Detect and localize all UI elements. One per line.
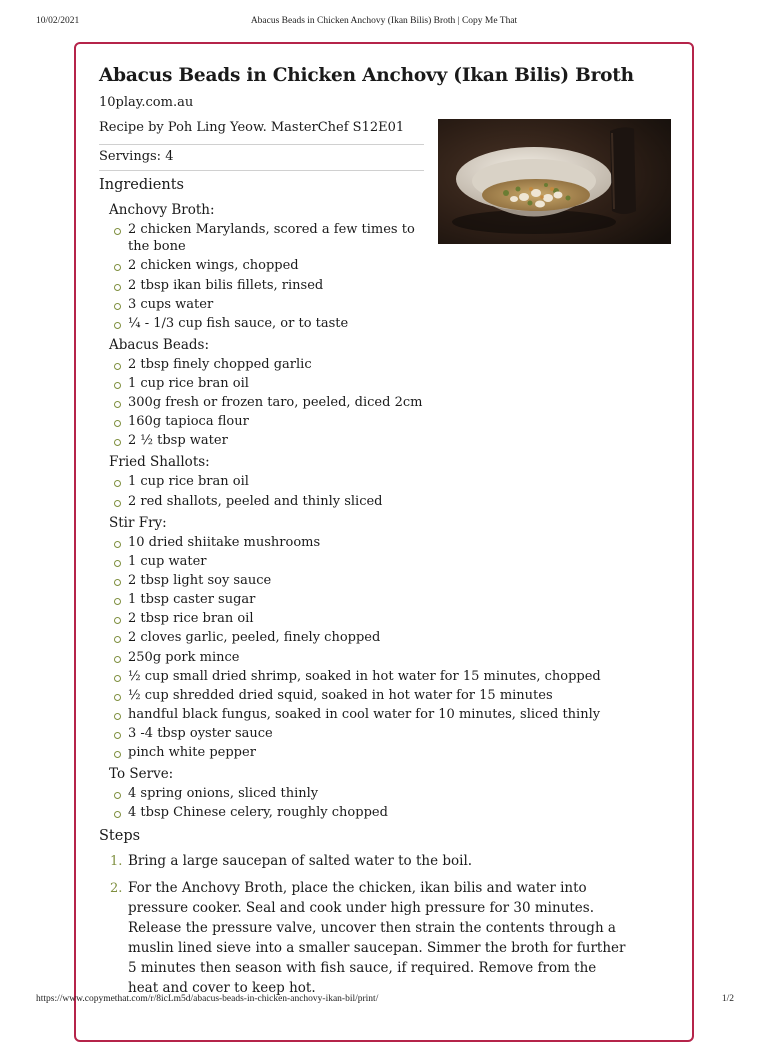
ingredient-item: ½ cup small dried shrimp, soaked in hot water for 15 minutes, chopped	[128, 669, 601, 684]
ingredient-item: 2 cloves garlic, peeled, finely chopped	[128, 630, 381, 645]
ingredient-item: 2 tbsp rice bran oil	[128, 611, 254, 626]
ingredient-item: 2 tbsp ikan bilis fillets, rinsed	[128, 278, 324, 293]
ingredient-group-name: Fried Shallots:	[109, 454, 210, 470]
ingredient-item: 1 cup water	[128, 554, 207, 569]
ingredient-item: 2 tbsp light soy sauce	[128, 573, 272, 588]
ingredient-item: 3 cups water	[128, 297, 214, 312]
ingredient-item: 2 chicken wings, chopped	[128, 258, 299, 273]
step-number: 2.	[110, 881, 123, 896]
ingredient-group-name: Abacus Beads:	[109, 337, 209, 353]
bullet-icon	[114, 811, 121, 818]
steps-heading: Steps	[99, 828, 141, 844]
recipe-photo	[438, 119, 671, 244]
ingredient-group-name: To Serve:	[109, 766, 174, 782]
bullet-icon	[114, 636, 121, 643]
ingredient-item: handful black fungus, soaked in cool water for 10 minutes, sliced thinly	[128, 707, 601, 722]
bullet-icon	[114, 675, 121, 682]
bullet-icon	[114, 694, 121, 701]
print-date: 10/02/2021	[36, 16, 80, 26]
step-text: Bring a large saucepan of salted water to the boil.	[128, 853, 473, 869]
ingredient-item: 1 cup rice bran oil	[128, 474, 249, 489]
ingredient-item: 2 tbsp finely chopped garlic	[128, 357, 312, 372]
ingredient-item: 1 cup rice bran oil	[128, 376, 249, 391]
bullet-icon	[114, 228, 121, 235]
ingredient-item: pinch white pepper	[128, 745, 256, 760]
print-url: https://www.copymethat.com/r/8icLm5d/abacus-beads-in-chicken-anchovy-ikan-bil/print/	[36, 994, 379, 1004]
bullet-icon	[114, 656, 121, 663]
bullet-icon	[114, 560, 121, 567]
bullet-icon	[114, 264, 121, 271]
ingredient-item: 2 red shallots, peeled and thinly sliced	[128, 494, 383, 509]
recipe-servings: Servings: 4	[99, 149, 174, 164]
ingredient-item: 2 ½ tbsp water	[128, 433, 228, 448]
ingredient-item: 2 chicken Marylands, scored a few times to the bone	[128, 222, 415, 254]
bullet-icon	[114, 792, 121, 799]
bullet-icon	[114, 439, 121, 446]
bullet-icon	[114, 480, 121, 487]
recipe-byline: Recipe by Poh Ling Yeow. MasterChef S12E01	[99, 120, 405, 135]
bullet-icon	[114, 382, 121, 389]
ingredient-item: 4 spring onions, sliced thinly	[128, 786, 319, 801]
ingredient-item: 1 tbsp caster sugar	[128, 592, 256, 607]
bullet-icon	[114, 500, 121, 507]
bullet-icon	[114, 420, 121, 427]
recipe-source-link[interactable]: 10play.com.au	[99, 95, 194, 110]
bullet-icon	[114, 541, 121, 548]
recipe-title: Abacus Beads in Chicken Anchovy (Ikan Bilis) Broth	[99, 65, 634, 86]
bullet-icon	[114, 401, 121, 408]
ingredient-item: 160g tapioca flour	[128, 414, 249, 429]
step-text: For the Anchovy Broth, place the chicken, ikan bilis and water into pressure cooker. Seal and cook under high pressure for 30 minutes. Release the pressure valve, uncover then strain the contents through a muslin lined sieve into a smaller saucepan. Simmer the broth for further 5 minutes then season with fish sauce, if required. Remove from the heat and cover to keep hot.	[128, 880, 626, 996]
bullet-icon	[114, 732, 121, 739]
ingredient-item: 300g fresh or frozen taro, peeled, diced 2cm	[128, 395, 423, 410]
print-page-number: 1/2	[721, 994, 734, 1004]
bullet-icon	[114, 284, 121, 291]
ingredient-item: 10 dried shiitake mushrooms	[128, 535, 321, 550]
ingredients-heading: Ingredients	[99, 177, 184, 193]
ingredient-item: 4 tbsp Chinese celery, roughly chopped	[128, 805, 388, 820]
bullet-icon	[114, 713, 121, 720]
ingredient-item: ½ cup shredded dried squid, soaked in hot water for 15 minutes	[128, 688, 553, 703]
bullet-icon	[114, 598, 121, 605]
bullet-icon	[114, 303, 121, 310]
ingredient-item: 250g pork mince	[128, 650, 240, 665]
ingredient-item: 3 -4 tbsp oyster sauce	[128, 726, 273, 741]
print-page-title: Abacus Beads in Chicken Anchovy (Ikan Bilis) Broth | Copy Me That	[250, 16, 518, 26]
bullet-icon	[114, 322, 121, 329]
ingredient-group-name: Stir Fry:	[109, 515, 167, 531]
bullet-icon	[114, 363, 121, 370]
bullet-icon	[114, 579, 121, 586]
ingredient-group-name: Anchovy Broth:	[109, 202, 215, 218]
step-number: 1.	[110, 854, 123, 869]
divider	[99, 170, 424, 171]
bullet-icon	[114, 751, 121, 758]
divider	[99, 144, 424, 145]
ingredient-item: ¼ - 1/3 cup fish sauce, or to taste	[128, 316, 349, 331]
bullet-icon	[114, 617, 121, 624]
